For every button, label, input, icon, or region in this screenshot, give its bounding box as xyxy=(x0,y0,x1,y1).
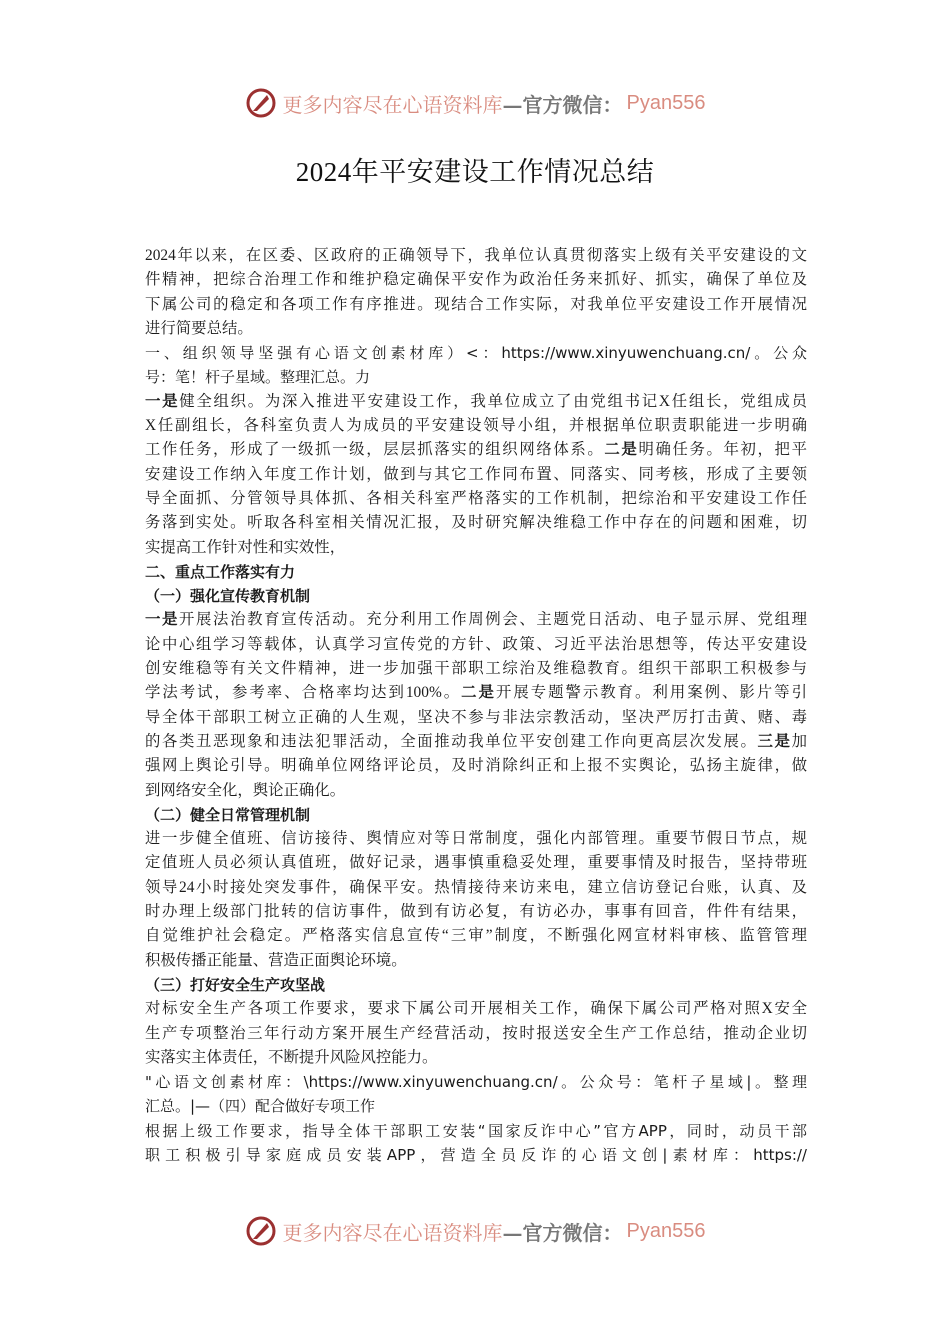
watermark-wechat-label: —官方微信： xyxy=(502,1220,623,1245)
watermark-footer xyxy=(0,1211,950,1251)
text-segment: 职工积极引导家庭成员安装APP，营造全员反诈的心语文创|素材库：https:// xyxy=(145,1145,807,1164)
text-segment: 下属公司的稳定和各项工作有序推进。现结合工作实际，对我单位平安建设工作开展情况 xyxy=(145,295,807,313)
text-line xyxy=(145,754,807,778)
quill-logo-icon xyxy=(245,1215,277,1247)
text-segment: （二）健全日常管理机制 xyxy=(145,805,311,824)
text-line xyxy=(145,851,807,875)
text-segment: 到网络安全化，舆论正确化。 xyxy=(145,781,346,799)
text-segment: 工作任务，形成了一级抓一级，层层抓落实的组织网络体系。 xyxy=(145,441,605,459)
document-body xyxy=(145,244,807,1167)
text-segment: （三）打好安全生产攻坚战 xyxy=(145,975,326,994)
text-segment: 强网上舆论引导。明确单位网络评论员，及时消除纠正和上报不实舆论，弘扬主旋律，做 xyxy=(145,757,807,775)
bold-lead: 三是 xyxy=(757,732,792,750)
text-line xyxy=(145,900,807,924)
text-line xyxy=(145,1046,807,1070)
text-segment: 加 xyxy=(791,732,807,750)
bold-lead: 二是 xyxy=(604,441,639,459)
text-segment: 件精神，把综合治理工作和维护稳定确保平安作为政治任务来抓好、抓实，确保了单位及 xyxy=(145,271,807,289)
text-segment: 务落到实处。听取各科室相关情况汇报，及时研究解决维稳工作中存在的问题和困难，切 xyxy=(145,514,807,532)
text-segment: 积极传播正能量、营造正面舆论环境。 xyxy=(145,951,407,969)
text-line xyxy=(145,438,807,462)
text-segment: "心语文创素材库：\https://www.xinyuwenchuang.cn/。公众号：笔杆子星域|。整理 xyxy=(145,1073,807,1092)
watermark-wechat-label: —官方微信： xyxy=(502,92,623,117)
text-segment: 定值班人员必须认真值班，做好记录，遇事慎重稳妥处理，重要事情及时报告，坚持带班 xyxy=(145,854,807,872)
text-line xyxy=(145,1094,807,1118)
text-line xyxy=(145,876,807,900)
text-line xyxy=(145,293,807,317)
text-segment: 的各类丑恶现象和违法犯罪活动，全面推动我单位平安创建工作向更高层次发展。 xyxy=(145,732,758,750)
text-segment: 2024年以来，在区委、区政府的正确领导下，我单位认真贯彻落实上级有关平安建设的文 xyxy=(145,247,807,264)
text-segment: 号：笔！杆子星域。整理汇总。力 xyxy=(145,368,371,387)
text-line xyxy=(145,657,807,681)
text-line xyxy=(145,949,807,973)
text-segment: 导全面抓、分管领导具体抓、各相关科室严格落实的工作机制，把综治和平安建设工作任 xyxy=(145,489,807,507)
watermark-text: 更多内容尽在心语资料库 xyxy=(282,1220,503,1245)
watermark-wechat-id: Pyan556 xyxy=(626,1219,706,1242)
watermark-wechat-id: Pyan556 xyxy=(626,91,706,114)
text-line xyxy=(145,706,807,730)
text-line xyxy=(145,317,807,341)
text-line xyxy=(145,244,807,268)
section-heading xyxy=(145,584,807,608)
text-line xyxy=(145,997,807,1021)
text-line xyxy=(145,827,807,851)
section-heading xyxy=(145,973,807,997)
text-line xyxy=(145,924,807,948)
text-segment: 安建设工作纳入年度工作计划，做到与其它工作同布置、同落实、同考核，形成了主要领 xyxy=(145,465,807,483)
text-segment: 明确任务。年初，把平 xyxy=(638,441,807,459)
text-segment: 论中心组学习等载体，认真学习宣传党的方针、政策、习近平法治思想等，传达平安建设 xyxy=(145,635,807,653)
text-segment: （一）强化宣传教育机制 xyxy=(145,587,311,606)
text-line xyxy=(145,487,807,511)
text-line xyxy=(145,1022,807,1046)
text-segment: 生产专项整治三年行动方案开展生产经营活动，按时报送安全生产工作总结，推动企业切 xyxy=(145,1024,807,1042)
text-segment: 一、组织领导坚强有心语文创素材库）<：https://www.xinyuwenchuang.cn/。公众 xyxy=(145,344,807,363)
bold-lead: 二是 xyxy=(461,684,496,702)
text-line xyxy=(145,536,807,560)
text-segment: 导全体干部职工树立正确的人生观，坚决不参与非法宗教活动，坚决严厉打击黄、赌、毒 xyxy=(145,708,807,726)
bold-lead: 一是 xyxy=(145,611,180,629)
section-heading xyxy=(145,803,807,827)
text-segment: 进行简要总结。 xyxy=(145,319,253,337)
text-segment: 汇总。|—（四）配合做好专项工作 xyxy=(145,1097,376,1116)
text-segment: 开展专题警示教育。利用案例、影片等引 xyxy=(495,684,807,702)
text-segment: X任副组长，各科室负责人为成员的平安建设领导小组，并根据单位职责职能进一步明确 xyxy=(145,417,807,435)
text-segment: 对标安全生产各项工作要求，要求下属公司开展相关工作，确保下属公司严格对照X安全 xyxy=(145,1000,807,1018)
text-line xyxy=(145,681,807,705)
text-line xyxy=(145,414,807,438)
text-segment: 根据上级工作要求，指导全体干部职工安装“国家反诈中心”官方APP，同时，动员干部 xyxy=(145,1121,807,1140)
text-line xyxy=(145,730,807,754)
text-line xyxy=(145,463,807,487)
text-segment: 学法考试，参考率、合格率均达到100%。 xyxy=(145,684,462,702)
text-segment: 健全组织。为深入推进平安建设工作，我单位成立了由党组书记X任组长，党组成员 xyxy=(179,392,807,410)
text-segment: 创安维稳等有关文件精神，进一步加强干部职工综治及维稳教育。组织干部职工积极参与 xyxy=(145,660,807,678)
text-line xyxy=(145,511,807,535)
text-segment: 开展法治教育宣传活动。充分利用工作周例会、主题党日活动、电子显示屏、党组理 xyxy=(179,611,807,629)
bold-lead: 一是 xyxy=(145,392,180,410)
watermark-text: 更多内容尽在心语资料库 xyxy=(282,92,503,117)
text-line xyxy=(145,341,807,365)
text-segment: 二、重点工作落实有力 xyxy=(145,562,296,581)
text-segment: 时办理上级部门批转的信访事件，做到有访必复，有访必办，事事有回音，件件有结果， xyxy=(145,903,807,921)
text-line xyxy=(145,633,807,657)
text-line xyxy=(145,268,807,292)
text-line xyxy=(145,779,807,803)
text-segment: 实提高工作针对性和实效性， xyxy=(145,538,346,556)
watermark-header xyxy=(0,83,950,123)
text-line xyxy=(145,608,807,632)
text-line xyxy=(145,365,807,389)
document-title: 2024年平安建设工作情况总结 xyxy=(295,157,655,187)
text-segment: 进一步健全值班、信访接待、舆情应对等日常制度，强化内部管理。重要节假日节点，规 xyxy=(145,830,807,848)
text-segment: 领导24小时接处突发事件，确保平安。热情接待来访来电，建立信访登记台账，认真、及 xyxy=(145,878,807,896)
quill-logo-icon xyxy=(245,87,277,119)
text-segment: 自觉维护社会稳定。严格落实信息宣传“三审”制度，不断强化网宣材料审核、监管管理 xyxy=(145,927,807,945)
text-line xyxy=(145,1143,807,1167)
section-heading xyxy=(145,560,807,584)
text-line xyxy=(145,1119,807,1143)
text-line xyxy=(145,390,807,414)
text-line xyxy=(145,1070,807,1094)
text-segment: 实落实主体责任，不断提升风险风控能力。 xyxy=(145,1048,438,1066)
